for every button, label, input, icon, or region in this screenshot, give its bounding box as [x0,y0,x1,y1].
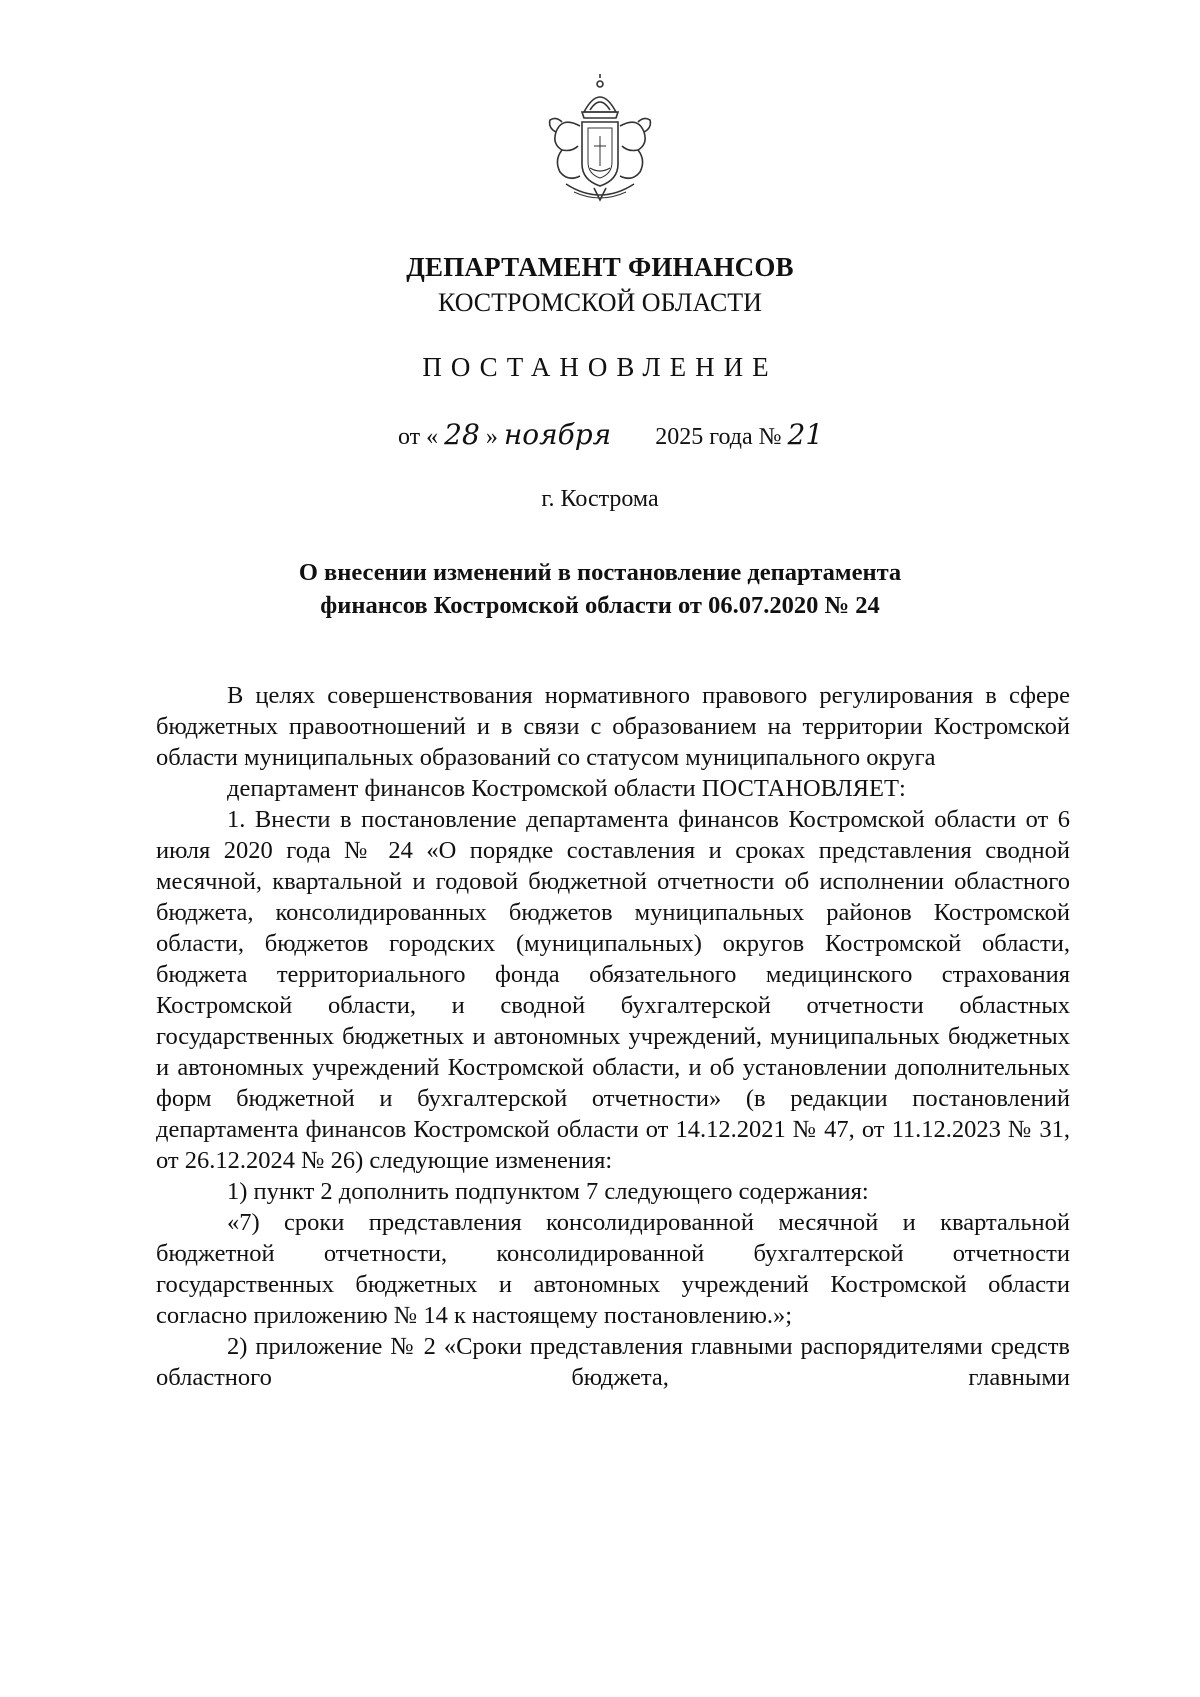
department-title: ДЕПАРТАМЕНТ ФИНАНСОВ [406,252,794,282]
subject-line-1: О внесении изменений в постановление департамента [298,559,902,586]
handwritten-month: ноября [503,418,612,451]
paragraph-resolves: департамент финансов Костромской области ПОСТАНОВЛЯЕТ: [227,775,906,802]
date-line [398,418,823,451]
date-mid: » [485,424,498,450]
date-year: 2025 года № [655,424,782,450]
region-title: КОСТРОМСКОЙ ОБЛАСТИ [438,288,762,317]
paragraph-preamble: В целях совершенствования нормативного правового регулирования в сфере бюджетных правоотношений и в связи с образованием на территории Костромской области муниципальных образований со статусом муниципального округа [156,682,1070,771]
paragraph-item-1: 1. Внести в постановление департамента финансов Костромской области от 6 июля 2020 года № 24 «О порядке составления и сроках представления сводной месячной, квартальной и годовой бюджетной отчетности об исполнении областного бюджета, консолидированных бюджетов муниципальных районов Костромской области, бюджетов городских (муниципальных) округов Костромской области, бюджета территориального фонда обязательного медицинского страхования Костромской области, и сводной бухгалтерской отчетности областных государственных бюджетных и автономных учреждений, муниципальных бюджетных и автономных учреждений Костромской области, и об установлении дополнительных форм бюджетной и бухгалтерской отчетности» (в редакции постановлений департамента финансов Костромской области от 14.12.2021 № 47, от 11.12.2023 № 31, от 26.12.2024 № 26) следующие изменения: [156,806,1070,1174]
document-type: ПОСТАНОВЛЕНИЕ [422,352,778,382]
paragraph-subitem-2: 2) приложение № 2 «Сроки представления главными распорядителями средств областного бюджета, главными [156,1333,1070,1391]
document-body [156,680,1070,1393]
coat-of-arms-icon [538,72,662,210]
paragraph-quote-7: «7) сроки представления консолидированной месячной и квартальной бюджетной отчетности, консолидированной бухгалтерской отчетности государственных бюджетных и автономных учреждений Костромской области согласно приложению № 14 к настоящему постановлению.»; [156,1209,1070,1329]
handwritten-number: 21 [787,418,824,451]
subject-line-2: финансов Костромской области от 06.07.2020 № 24 [320,592,880,619]
city: г. Кострома [541,486,659,512]
handwritten-day: 28 [444,418,480,451]
document-subject [150,556,1050,622]
date-prefix: от « [398,424,439,450]
paragraph-subitem-1: 1) пункт 2 дополнить подпунктом 7 следующего содержания: [227,1178,869,1205]
